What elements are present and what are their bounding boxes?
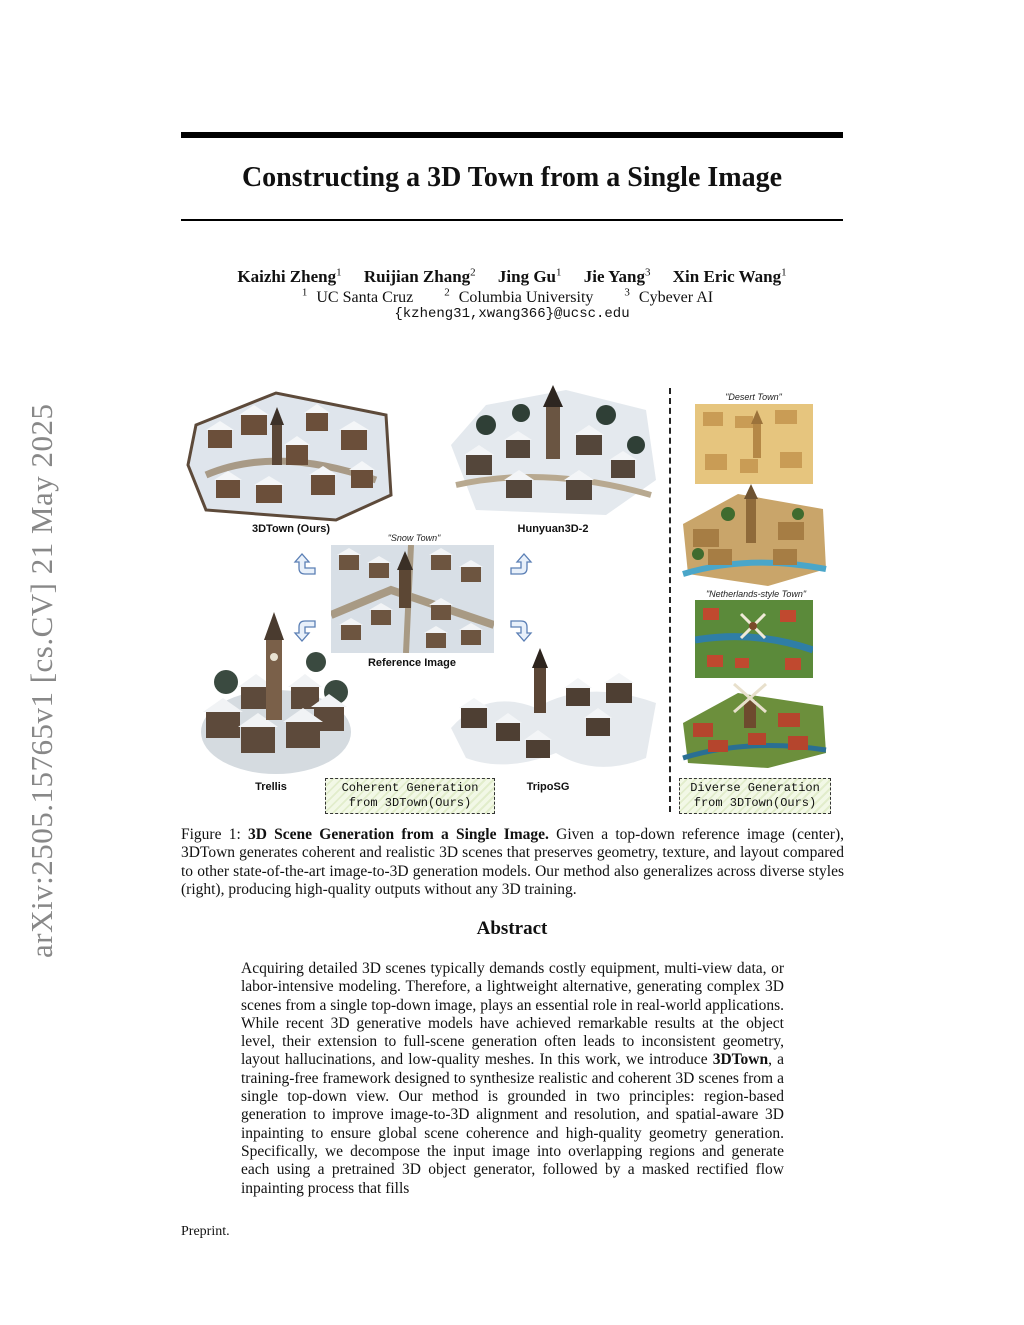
author: Jing Gu$^1$: [497, 266, 562, 286]
abstract-bold: 3DTown: [712, 1051, 769, 1069]
caption-label: Figure 1:: [181, 826, 248, 843]
affiliation: $^3$ Cybever AI: [624, 287, 714, 307]
affiliation: $^1$ UC Santa Cruz: [301, 287, 414, 307]
figure-divider: [669, 388, 671, 812]
author: Jie Yang$^3$: [583, 266, 651, 286]
author-list: [0, 266, 1024, 287]
coherent-line-2: from 3DTown(Ours): [348, 796, 472, 810]
render-hunyuan3d-2: [446, 385, 661, 520]
label-hunyuan3d-2: Hunyuan3D-2: [517, 523, 589, 535]
abstract-heading: Abstract: [476, 918, 548, 939]
top-rule: [181, 132, 843, 138]
diverse-line-2: from 3DTown(Ours): [693, 796, 817, 810]
diverse-line-1: Diverse Generation: [690, 781, 820, 795]
label-reference-image: Reference Image: [367, 657, 457, 669]
title-rule: [181, 219, 843, 221]
coherent-generation-box: [325, 778, 495, 814]
caption-text: Given a top-down reference image (center), 3DTown generates coherent and realistic 3D scenes that preserves geometry, texture, and layout compared to other state-of-the-art image-to-3D generation models. Our method also generalizes across diverse styles (right), producing high-quality outputs without any 3D training.: [181, 826, 844, 898]
affiliation-list: [0, 287, 1024, 307]
arrow-down-right-icon: [507, 617, 533, 643]
netherlands-reference-image: [695, 600, 813, 678]
quote-desert-town: "Desert Town": [725, 392, 782, 402]
label-3dtown-ours: 3DTown (Ours): [251, 523, 330, 535]
quote-snow-town: "Snow Town": [387, 533, 441, 543]
abstract-body: [241, 960, 784, 1198]
author: Ruijian Zhang$^2$: [363, 266, 476, 286]
author: Xin Eric Wang$^1$: [672, 266, 787, 286]
paper-title: Constructing a 3D Town from a Single Image: [241, 162, 783, 193]
label-trellis: Trellis: [255, 781, 287, 793]
contact-email[interactable]: {kzheng31,xwang366}@ucsc.edu: [394, 306, 630, 322]
affiliation: $^2$ Columbia University: [444, 287, 594, 307]
author: Kaizhi Zheng$^1$: [237, 266, 342, 286]
label-triposg: TripoSG: [526, 781, 570, 793]
desert-reference-image: [695, 404, 813, 484]
figure-1: [181, 380, 844, 820]
caption-bold: 3D Scene Generation from a Single Image.: [247, 826, 549, 843]
arxiv-stamp[interactable]: arXiv:2505.15765v1 [cs.CV] 21 May 2025: [24, 403, 59, 958]
desert-3d-render: [678, 484, 828, 589]
footer-preprint: Preprint.: [181, 1224, 230, 1239]
render-3dtown-ours: [186, 385, 396, 525]
render-trellis: [196, 612, 356, 777]
netherlands-3d-render: [678, 678, 828, 770]
arrow-up-left-icon: [293, 552, 319, 578]
quote-netherlands-town: "Netherlands-style Town": [705, 589, 807, 599]
coherent-line-1: Coherent Generation: [341, 781, 479, 795]
arrow-up-right-icon: [507, 552, 533, 578]
abstract-part-1: Acquiring detailed 3D scenes typically demands costly equipment, multi-view data, or labor-intensive modeling. Therefore, a lightweight alternative, generating complex 3D scenes from a single top-down image, plays an essential role in real-world applications. While recent 3D generative models have achieved remarkable results at the object level, their extension to full-scene generation often leads to inconsistent geometry, layout hallucinations, and low-quality meshes. In this work, we introduce: [241, 960, 784, 1069]
figure-caption: [181, 826, 844, 899]
diverse-generation-box: [679, 778, 831, 814]
abstract-part-2: , a training-free framework designed to synthesize realistic and coherent 3D scenes from a single top-down view. Our method is grounded in two principles: region-based generation to improve image-to-3D alignment and resolution, and spatial-aware 3D inpainting to ensure global scene coherence and high-quality geometry generation. Specifically, we decompose the input image into overlapping regions and generate each using a pretrained 3D object generator, followed by a masked rectified flow inpainting process that fills: [241, 1051, 784, 1197]
render-triposg: [446, 648, 661, 778]
